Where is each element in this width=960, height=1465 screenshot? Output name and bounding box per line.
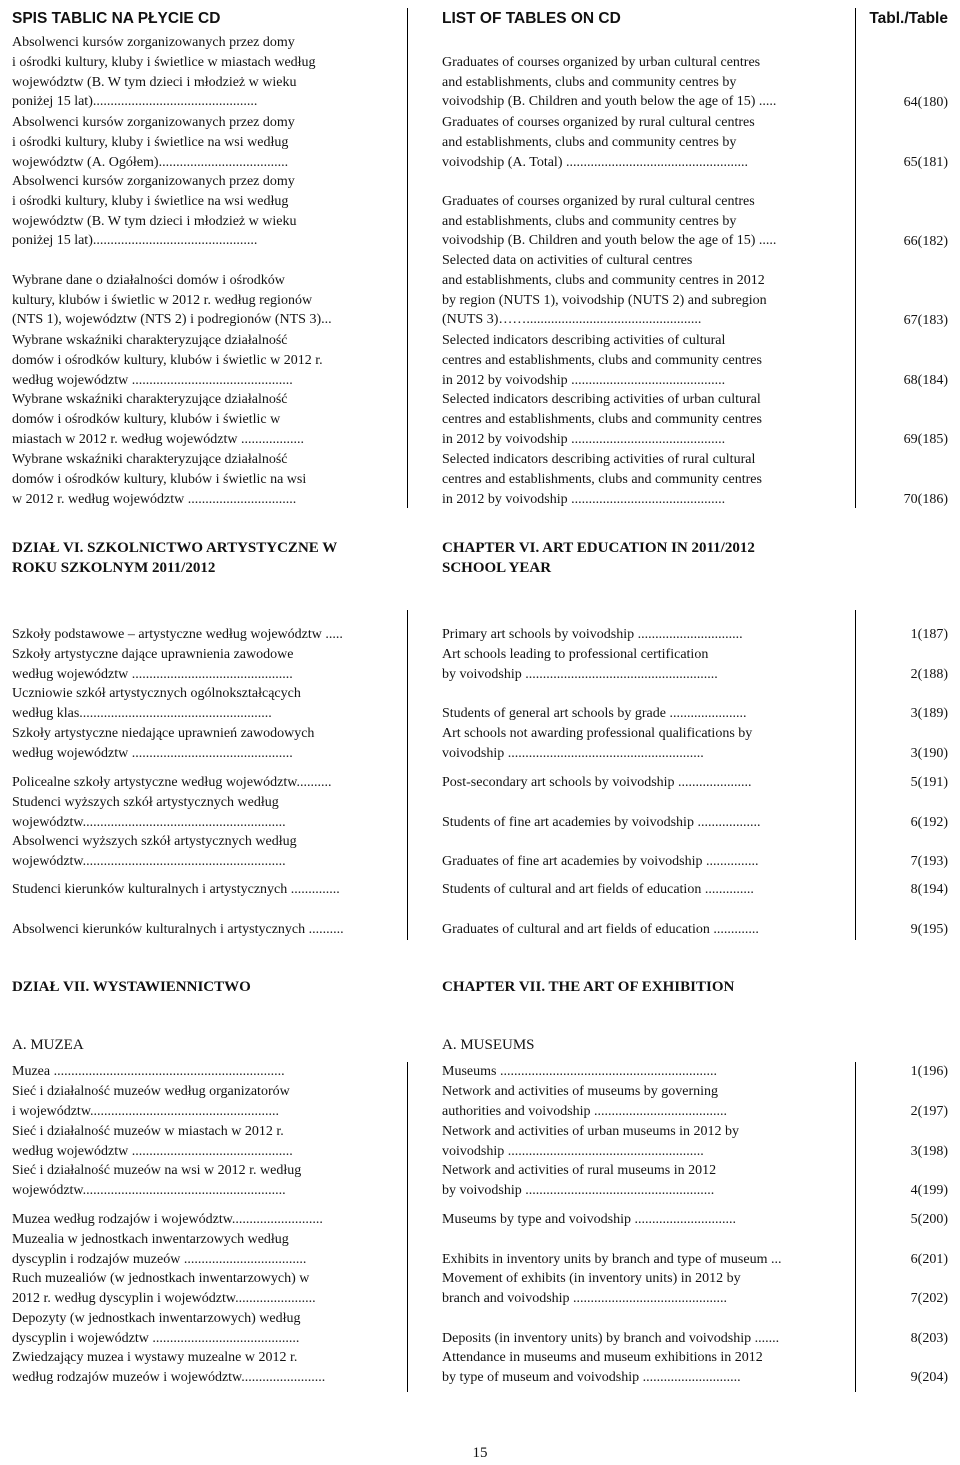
chapter-7-pl-heading: DZIAŁ VII. WYSTAWIENNICTWO bbox=[12, 979, 251, 995]
column-divider-left bbox=[407, 8, 408, 508]
chapter-6-en-heading: CHAPTER VI. ART EDUCATION IN 2011/2012 SCHOOL YEAR bbox=[442, 540, 755, 576]
table-number: 2(188) bbox=[910, 667, 948, 682]
en-entry: Selected indicators describing activities of urban cultural centres and establishments, clubs and community centres in 2012 by voivodship ............................................ bbox=[442, 392, 762, 447]
pl-entry: Absolwenci kursów zorganizowanych przez domy i ośrodki kultury, kluby i świetlice w miastach według województw (B. W tym dzieci i młodzież w wieku poniżej 15 lat)............................................... bbox=[12, 35, 316, 110]
pl-entry: Wybrane dane o działalności domów i ośrodków kultury, klubów i świetlic w 2012 r. według regionów (NTS 1), województw (NTS 2) i podregionów (NTS 3)... bbox=[12, 272, 332, 328]
table-number: 1(187) bbox=[910, 627, 948, 642]
en-entry: Network and activities of urban museums in 2012 by voivodship ........................................................ bbox=[442, 1124, 740, 1159]
pl-entry: Wybrane wskaźniki charakteryzujące działalność domów i ośrodków kultury, klubów i świetlic na wsi w 2012 r. według województw ............................... bbox=[12, 452, 307, 507]
pl-entry: Sieć i działalność muzeów w miastach w 2012 r. według województw .............................................. bbox=[12, 1124, 293, 1159]
pl-entry: Szkoły artystyczne dające uprawnienia zawodowe według województw .............................................. bbox=[12, 647, 294, 682]
en-entry: Selected data on activities of cultural centres and establishments, clubs and community centres in 2012 by region (NUTS 1), voivodship (NUTS 2) and subregion (NUTS 3)…….................................................. bbox=[442, 253, 767, 328]
en-entry: Attendance in museums and museum exhibitions in 2012 by type of museum and voivodship ............................ bbox=[442, 1350, 763, 1385]
en-entry: Graduates of courses organized by rural cultural centres and establishments, clubs and community centres by voivodship (B. Children and youth below the age of 15) ..... bbox=[442, 193, 777, 249]
table-number: 70(186) bbox=[903, 492, 948, 507]
pl-entry: Absolwenci kierunków kulturalnych i artystycznych .......... bbox=[12, 922, 344, 937]
en-entry: Museums by type and voivodship ............................. bbox=[442, 1212, 736, 1227]
table-number-header: Tabl./Table bbox=[869, 10, 948, 27]
page-number: 15 bbox=[472, 1445, 488, 1461]
table-number: 65(181) bbox=[903, 155, 948, 170]
table-number: 67(183) bbox=[903, 313, 948, 328]
en-entry: Deposits (in inventory units) by branch and voivodship ....... bbox=[442, 1330, 780, 1346]
table-number: 9(195) bbox=[910, 922, 948, 937]
en-entry: Museums .............................................................. bbox=[442, 1064, 717, 1079]
pl-entry: Szkoły podstawowe – artystyczne według województw ..... bbox=[12, 627, 343, 642]
column-divider-left bbox=[407, 1062, 408, 1392]
pl-entry: Muzea .................................................................. bbox=[12, 1064, 285, 1079]
en-entry: Selected indicators describing activities of rural cultural centres and establishments, clubs and community centres in 2012 by voivodship ............................................ bbox=[442, 452, 762, 507]
en-entry: Art schools not awarding professional qualifications by voivodship ........................................................ bbox=[442, 726, 753, 761]
chapter-7-en-heading: CHAPTER VII. THE ART OF EXHIBITION bbox=[442, 979, 735, 995]
en-entry: Network and activities of rural museums in 2012 by voivodship ...................................................... bbox=[442, 1163, 717, 1198]
en-entry: Exhibits in inventory units by branch and type of museum ... bbox=[442, 1251, 782, 1267]
table-number: 6(201) bbox=[910, 1252, 948, 1267]
en-entry: Students of cultural and art fields of education .............. bbox=[442, 882, 754, 897]
table-number: 68(184) bbox=[903, 373, 948, 388]
en-entry: Movement of exhibits (in inventory units) in 2012 by branch and voivodship ............................................ bbox=[442, 1271, 741, 1306]
table-number: 9(204) bbox=[910, 1370, 948, 1385]
pl-entry: Absolwenci wyższych szkół artystycznych według województw.......................................................... bbox=[12, 834, 297, 869]
en-entry: Graduates of fine art academies by voivodship ............... bbox=[442, 853, 759, 869]
table-number: 3(189) bbox=[910, 706, 948, 721]
table-number: 2(197) bbox=[910, 1104, 948, 1119]
pl-entry: Policealne szkoły artystyczne według województw.......... bbox=[12, 775, 332, 790]
table-number: 64(180) bbox=[903, 95, 948, 110]
en-entry: Network and activities of museums by governing authorities and voivodship ...................................... bbox=[442, 1084, 728, 1119]
pl-entry: Absolwenci kursów zorganizowanych przez domy i ośrodki kultury, kluby i świetlice na wsi według województw (A. Ogółem)..................................... bbox=[12, 115, 295, 170]
section-a-pl-heading: A. MUZEA bbox=[12, 1037, 84, 1053]
table-number: 1(196) bbox=[910, 1064, 948, 1079]
pl-entry: Zwiedzający muzea i wystawy muzealne w 2012 r. według rodzajów muzeów i województw........................ bbox=[12, 1350, 326, 1385]
en-entry: Graduates of cultural and art fields of education ............. bbox=[442, 922, 759, 937]
pl-entry: Absolwenci kursów zorganizowanych przez domy i ośrodki kultury, kluby i świetlice na wsi według województw (B. W tym dzieci i młodzież w wieku poniżej 15 lat)............................................... bbox=[12, 174, 297, 249]
pl-entry: Depozyty (w jednostkach inwentarzowych) według dyscyplin i województw .......................................... bbox=[12, 1311, 301, 1346]
pl-title: SPIS TABLIC NA PŁYCIE CD bbox=[12, 10, 221, 27]
en-entry: Selected indicators describing activities of cultural centres and establishments, clubs and community centres in 2012 by voivodship ............................................ bbox=[442, 333, 762, 388]
pl-entry: Wybrane wskaźniki charakteryzujące działalność domów i ośrodków kultury, klubów i świetlic w miastach w 2012 r. według województw .................. bbox=[12, 392, 305, 447]
table-number: 66(182) bbox=[903, 234, 948, 249]
table-number: 8(203) bbox=[910, 1331, 948, 1346]
chapter-6-pl-heading: DZIAŁ VI. SZKOLNICTWO ARTYSTYCZNE W ROKU SZKOLNYM 2011/2012 bbox=[12, 540, 338, 576]
en-entry: Graduates of courses organized by rural cultural centres and establishments, clubs and community centres by voivodship (A. Total) .................................................... bbox=[442, 115, 755, 170]
pl-entry: Studenci wyższych szkół artystycznych według województw.......................................................... bbox=[12, 795, 286, 830]
table-number: 3(190) bbox=[910, 746, 948, 761]
section-a-en-heading: A. MUSEUMS bbox=[442, 1037, 535, 1053]
table-number: 6(192) bbox=[910, 815, 948, 830]
table-number: 7(193) bbox=[910, 854, 948, 869]
table-number: 7(202) bbox=[910, 1291, 948, 1306]
en-title: LIST OF TABLES ON CD bbox=[442, 10, 621, 27]
pl-entry: Ruch muzealiów (w jednostkach inwentarzowych) w 2012 r. według dyscyplin i województw....................... bbox=[12, 1271, 316, 1306]
table-number: 69(185) bbox=[903, 432, 948, 447]
pl-entry: Szkoły artystyczne niedające uprawnień zawodowych według województw .............................................. bbox=[12, 726, 315, 761]
en-entry: Primary art schools by voivodship .............................. bbox=[442, 627, 743, 642]
pl-entry: Uczniowie szkół artystycznych ogólnokształcących według klas....................................................... bbox=[12, 686, 301, 721]
pl-entry: Sieć i działalność muzeów według organizatorów i województw...................................................... bbox=[12, 1084, 290, 1119]
table-number: 3(198) bbox=[910, 1144, 948, 1159]
en-entry: Post-secondary art schools by voivodship ..................... bbox=[442, 775, 752, 790]
table-number: 8(194) bbox=[910, 882, 948, 897]
pl-entry: Studenci kierunków kulturalnych i artystycznych .............. bbox=[12, 882, 340, 897]
table-number: 5(200) bbox=[910, 1212, 948, 1227]
table-number: 4(199) bbox=[910, 1183, 948, 1198]
en-entry: Students of general art schools by grade ...................... bbox=[442, 705, 747, 721]
column-divider-left bbox=[407, 610, 408, 940]
en-entry: Students of fine art academies by voivodship .................. bbox=[442, 814, 761, 830]
pl-entry: Muzealia w jednostkach inwentarzowych według dyscyplin i rodzajów muzeów ................................... bbox=[12, 1232, 307, 1267]
pl-entry: Sieć i działalność muzeów na wsi w 2012 r. według województw.......................................................... bbox=[12, 1163, 302, 1198]
pl-entry: Muzea według rodzajów i województw.......................... bbox=[12, 1212, 323, 1227]
en-entry: Graduates of courses organized by urban cultural centres and establishments, clubs and community centres by voivodship (B. Children and youth below the age of 15) ..... bbox=[442, 54, 777, 110]
table-number: 5(191) bbox=[910, 775, 948, 790]
en-entry: Art schools leading to professional certification by voivodship ....................................................... bbox=[442, 647, 718, 682]
pl-entry: Wybrane wskaźniki charakteryzujące działalność domów i ośrodków kultury, klubów i świetlic w 2012 r. według województw .............................................. bbox=[12, 333, 323, 388]
